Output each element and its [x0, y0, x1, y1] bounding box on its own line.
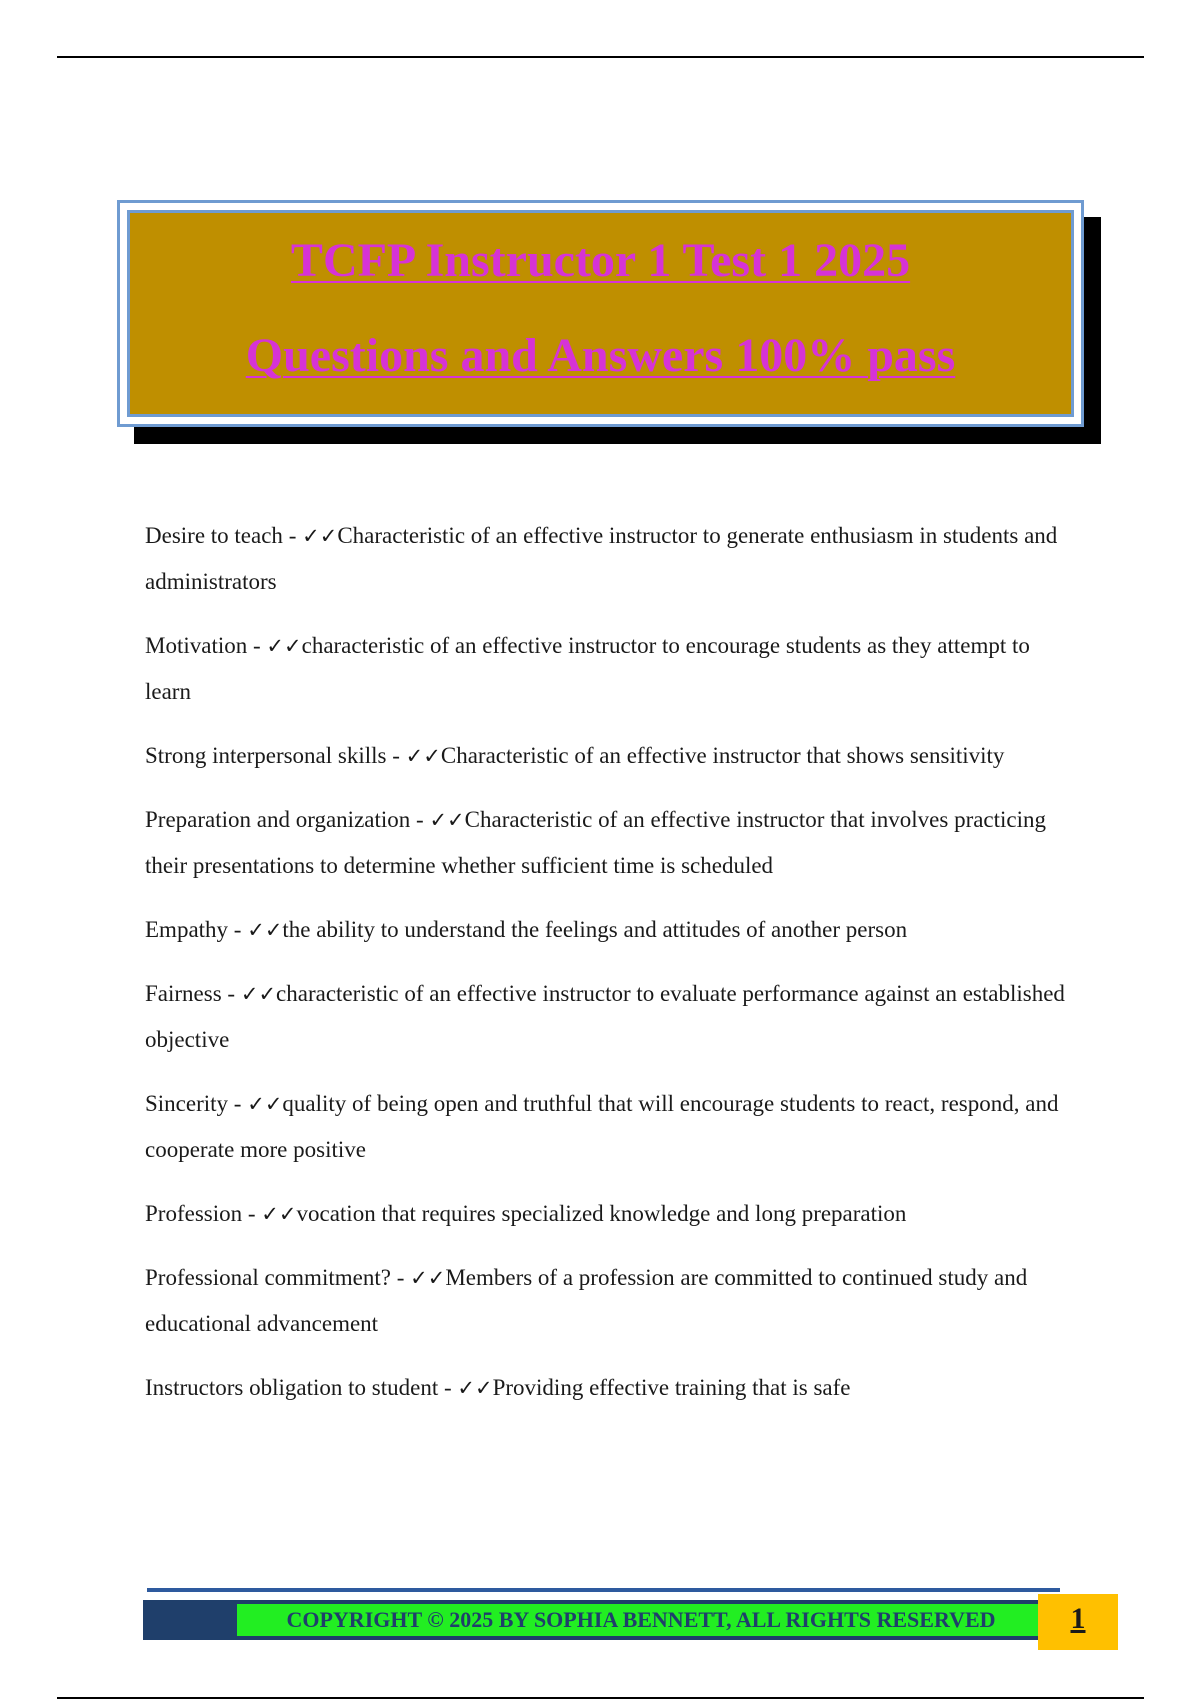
qa-answer: Characteristic of an effective instructor that shows sensitivity: [440, 743, 1005, 768]
qa-separator: -: [228, 1091, 248, 1116]
title-block: [117, 200, 1084, 427]
qa-item: [145, 797, 1065, 889]
qa-term: Instructors obligation to student: [145, 1375, 439, 1400]
check-icon: ✓✓: [410, 1266, 446, 1290]
qa-term: Professional commitment?: [145, 1265, 391, 1290]
qa-answer: Members of a profession are committed to continued study and educational advancement: [145, 1265, 1028, 1336]
qa-separator: -: [221, 981, 241, 1006]
qa-separator: -: [410, 807, 430, 832]
qa-answer: Characteristic of an effective instructor that involves practicing their presentations to determine whether sufficient time is scheduled: [145, 807, 1047, 878]
qa-answer: Providing effective training that is safe: [492, 1375, 851, 1400]
qa-term: Empathy: [145, 917, 229, 942]
top-rule: [57, 56, 1144, 58]
page-number-box: [1038, 1594, 1118, 1650]
qa-answer: vocation that requires specialized knowledge and long preparation: [296, 1201, 907, 1226]
qa-item: [145, 513, 1065, 605]
qa-term: Strong interpersonal skills: [145, 743, 387, 768]
qa-term: Desire to teach: [145, 523, 283, 548]
qa-answer: the ability to understand the feelings and attitudes of another person: [282, 917, 908, 942]
qa-item: [145, 971, 1065, 1063]
qa-term: Motivation: [145, 633, 248, 658]
qa-separator: -: [386, 743, 406, 768]
bottom-rule: [57, 1697, 1144, 1699]
copyright-notice: COPYRIGHT © 2025 BY SOPHIA BENNETT, ALL RIGHTS RESERVED: [237, 1604, 1045, 1636]
footer-rule: [147, 1588, 1060, 1592]
title-line-2: Questions and Answers 100% pass: [245, 329, 956, 382]
qa-answer: quality of being open and truthful that will encourage students to react, respond, and cooperate more positive: [145, 1091, 1059, 1162]
qa-answer: characteristic of an effective instructor to evaluate performance against an established objective: [145, 981, 1065, 1052]
qa-list: [145, 513, 1065, 1429]
qa-item: [145, 1191, 1065, 1237]
check-icon: ✓✓: [429, 808, 465, 832]
qa-term: Preparation and organization: [145, 807, 411, 832]
page-number: 1: [1070, 1602, 1086, 1635]
qa-separator: -: [438, 1375, 458, 1400]
qa-term: Profession: [145, 1201, 243, 1226]
qa-item: [145, 1255, 1065, 1347]
qa-separator: -: [242, 1201, 262, 1226]
qa-term: Fairness: [145, 981, 222, 1006]
qa-answer: Characteristic of an effective instructor to generate enthusiasm in students and administrators: [145, 523, 1058, 594]
qa-answer: characteristic of an effective instructor to encourage students as they attempt to learn: [145, 633, 1030, 704]
qa-term: Sincerity: [145, 1091, 229, 1116]
qa-item: [145, 623, 1065, 715]
check-icon: ✓✓: [240, 982, 277, 1006]
check-icon: ✓✓: [261, 1202, 297, 1226]
title-inner: [127, 210, 1074, 417]
qa-separator: -: [390, 1265, 411, 1290]
check-icon: ✓✓: [302, 524, 338, 548]
check-icon: ✓✓: [247, 1092, 283, 1116]
qa-separator: -: [247, 633, 267, 658]
qa-separator: -: [228, 917, 248, 942]
qa-item: [145, 1081, 1065, 1173]
check-icon: ✓✓: [247, 918, 283, 942]
check-icon: ✓✓: [405, 744, 441, 768]
check-icon: ✓✓: [457, 1376, 493, 1400]
title-line-1: TCFP Instructor 1 Test 1 2025: [290, 234, 911, 287]
qa-item: [145, 907, 1065, 953]
qa-item: [145, 1365, 1065, 1411]
check-icon: ✓✓: [266, 634, 302, 658]
title-frame: [117, 200, 1084, 427]
qa-separator: -: [282, 523, 303, 548]
qa-item: [145, 733, 1065, 779]
